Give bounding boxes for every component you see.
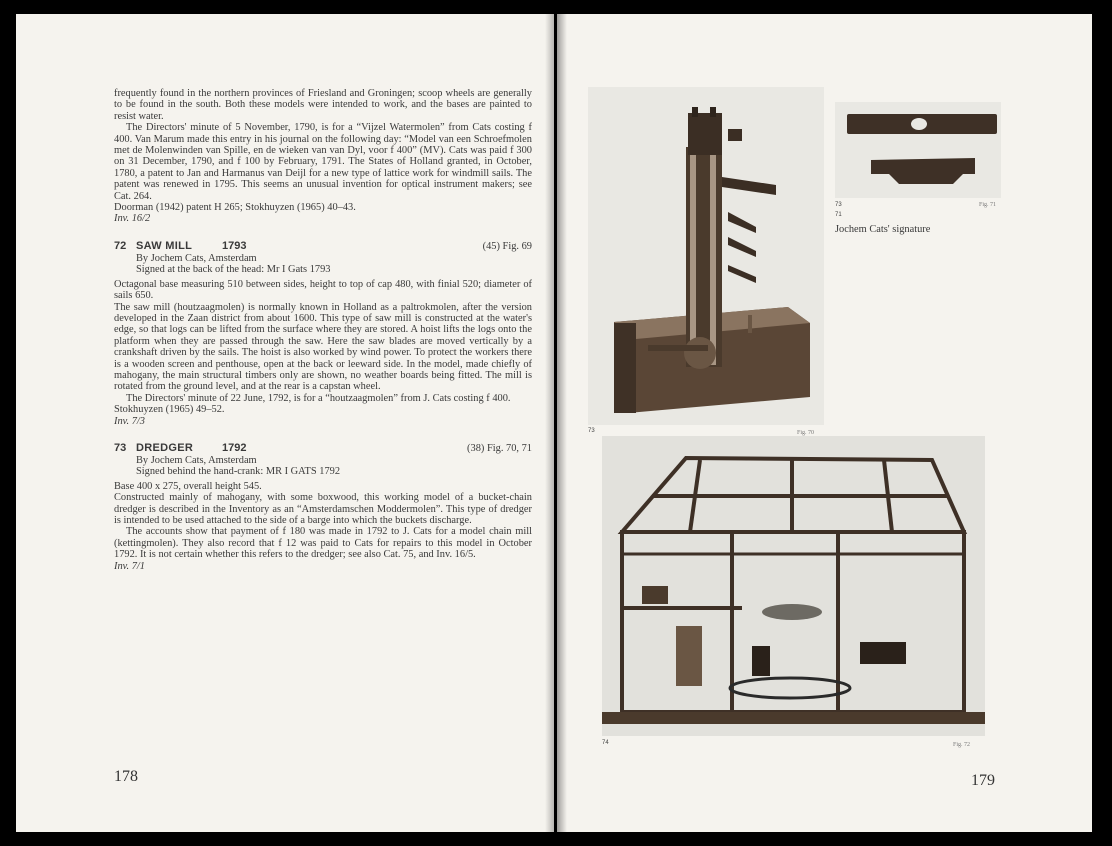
paragraph: frequently found in the northern provinces of Friesland and Groningen; scoop wheels are generally to be found in the south. Both these models were intended to work, and the bases are painted to resist water. bbox=[114, 88, 532, 122]
fig-72-photo bbox=[602, 436, 985, 736]
paragraph: Octagonal base measuring 510 between sides, height to top of cap 480, with finial 520; diameter of sails 650. bbox=[114, 278, 532, 302]
figure-reference: (45) Fig. 69 bbox=[482, 240, 532, 252]
inventory-ref: Inv. 7/3 bbox=[114, 415, 145, 427]
cat-number: 73 bbox=[588, 428, 595, 434]
maker-line: By Jochem Cats, Amsterdam bbox=[136, 252, 257, 264]
entry-heading-72 bbox=[114, 241, 532, 253]
cat-number: 74 bbox=[602, 740, 609, 746]
figure-label: Fig. 70 bbox=[797, 430, 815, 436]
paragraph: The Directors' minute of 22 June, 1792, is for a “houtzaagmolen” from J. Cats costing f 400. bbox=[126, 392, 511, 404]
cat-number: 73 bbox=[835, 202, 842, 208]
entry-title: DREDGER bbox=[136, 441, 194, 454]
bibliography: Doorman (1942) patent H 265; Stokhuyzen (1965) 40–43. bbox=[114, 202, 356, 214]
right-page bbox=[557, 14, 1092, 832]
maker-line: By Jochem Cats, Amsterdam bbox=[136, 454, 257, 466]
body-text bbox=[114, 88, 532, 572]
inventory-ref: Inv. 16/2 bbox=[114, 213, 151, 225]
paragraph: The accounts show that payment of f 180 was made in 1792 to J. Cats for a model chain mill (kettingmolen). They also record that f 12 was paid to Cats for repairs to this model in October 1792. It is not certain whether this refers to the dredger; see also Cat. 75, and Inv. 16/5. bbox=[114, 526, 532, 561]
figure-label: Fig. 72 bbox=[953, 742, 971, 748]
signature-line: Signed behind the hand-crank: MR I GATS 1792 bbox=[136, 466, 341, 478]
left-page bbox=[16, 14, 554, 832]
entry-number: 72 bbox=[114, 239, 127, 252]
page-number: 179 bbox=[971, 772, 995, 789]
inventory-ref: Inv. 7/1 bbox=[114, 560, 145, 572]
fig-70-photo bbox=[588, 87, 824, 425]
fig-71-photo bbox=[835, 102, 1001, 198]
figure-reference: (38) Fig. 70, 71 bbox=[467, 442, 532, 454]
figure-caption: Jochem Cats' signature bbox=[835, 224, 931, 235]
entry-year: 1793 bbox=[222, 239, 247, 252]
bibliography: Stokhuyzen (1965) 49–52. bbox=[114, 404, 225, 416]
paragraph: The saw mill (houtzaagmolen) is normally known in Holland as a paltrokmolen, after the version developed in the Zaan district from about 1600. This type of saw mill is constructed at the water's edge, so that logs can be lifted from the surface where they are stored. A hoist lifts the logs onto the platform when they are passed through the saw. Here the saw blades are moved vertically by a crankshaft driven by the sails. The hoist is also worked by wind power. To protect the workers there is a wooden screen and penthouse, open at the back or leeward side. In the model, made chiefly of mahogany, the main structural timbers only are shown, no weather boards being fitted. The mill is rotated from the ground level, and at the rear is a capstan wheel. bbox=[114, 301, 532, 393]
workshop-model-illustration bbox=[602, 436, 985, 736]
paragraph: Constructed mainly of mahogany, with some boxwood, this working model of a bucket-chain dredger is described in the Inventory as an “Amsterdamschen Moddermolen”. This type of dredger is intended to be used attached to the side of a barge into which the buckets discharge. bbox=[114, 492, 532, 526]
entry-year: 1792 bbox=[222, 441, 247, 454]
entry-number: 73 bbox=[114, 441, 127, 454]
entry-title: SAW MILL bbox=[136, 239, 193, 252]
figure-label: Fig. 71 bbox=[979, 202, 997, 208]
paragraph: The Directors' minute of 5 November, 1790, is for a “Vijzel Watermolen” from Cats costing f 400. Van Marum made this entry in his journal on the following day: “Model van een Schroefmolen met de Molenwinden van Spille, en de wieken van van Dyl, voor f 400” (MV). Cats was paid f 300 on 31 December, 1790, and f 100 by February, 1791. The States of Holland granted, in October, 1780, a patent to Jan and Harmanus van Deijl for a new type of lattice work for windmill sails. The patent was renewed in 1795. This seems an unusual invention for optical instrument makers; see Cat. 264. bbox=[114, 122, 532, 202]
signature-line: Signed at the back of the head: Mr I Gats 1793 bbox=[136, 264, 331, 276]
entry-heading-73 bbox=[114, 443, 532, 455]
signature-plate-illustration bbox=[835, 102, 1001, 198]
page-number: 178 bbox=[114, 768, 138, 785]
caption-number: 71 bbox=[835, 212, 842, 218]
paragraph: Base 400 x 275, overall height 545. bbox=[114, 480, 262, 492]
dredger-illustration bbox=[588, 87, 824, 425]
